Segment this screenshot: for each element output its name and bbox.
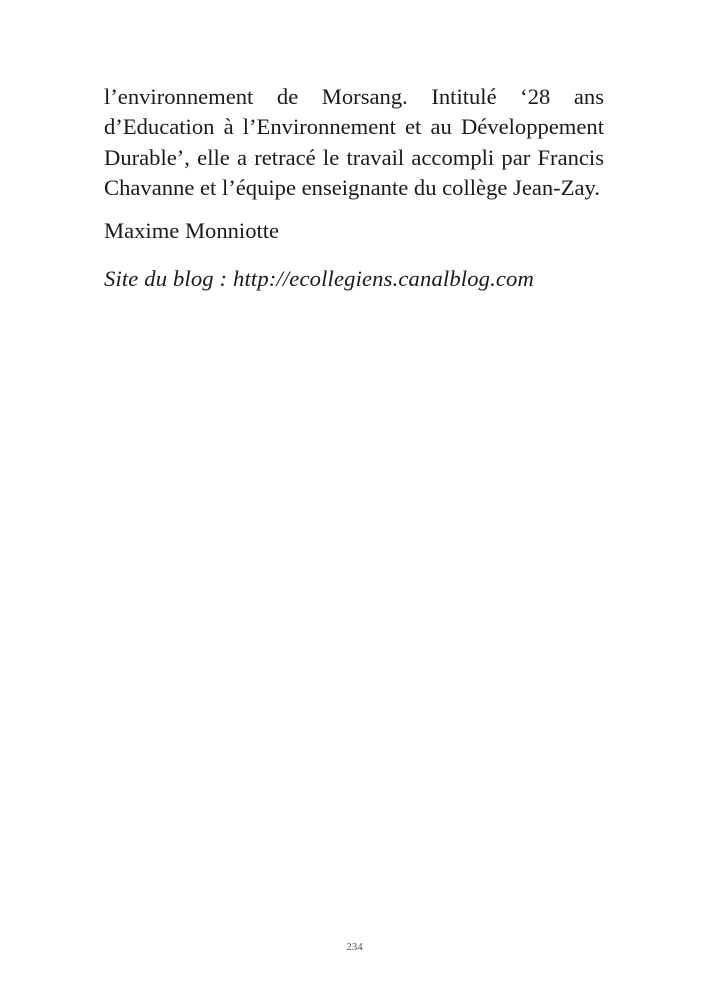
blog-url: http://ecollegiens.canalblog.com	[233, 266, 534, 292]
blog-reference	[104, 264, 604, 294]
page-number: 234	[346, 941, 363, 953]
blog-label: Site du blog :	[104, 266, 234, 292]
article-text	[104, 82, 604, 294]
article-paragraph: l’environnement de Morsang. Intitulé ‘28 ans d’Education à l’Environnement et au Développement Durable’, elle a retracé le travail accompli par Francis Chavanne et l’équipe enseignante du collège Jean-Zay.	[104, 84, 604, 200]
author-name: Maxime Monniotte	[104, 218, 280, 244]
